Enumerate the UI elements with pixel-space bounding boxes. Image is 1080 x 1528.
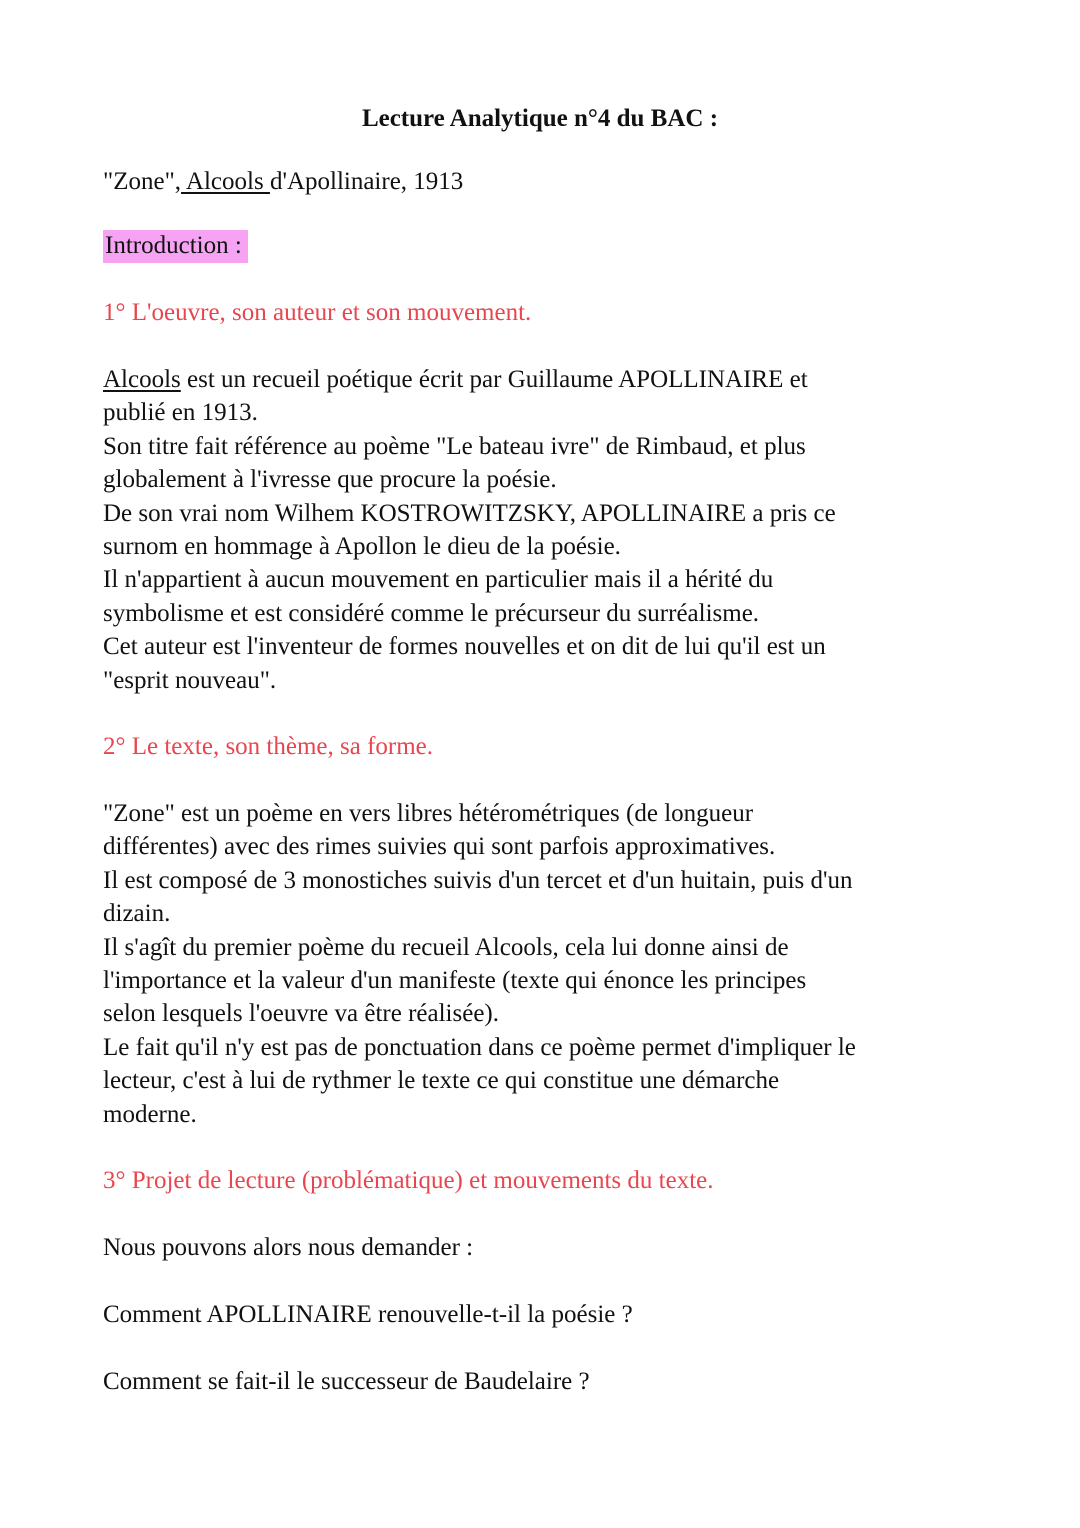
text-line: Il n'appartient à aucun mouvement en particulier mais il a hérité du [103,566,774,594]
work-reference [103,165,983,198]
text-line: Il s'agît du premier poème du recueil Alcools, cela lui donne ainsi de [103,933,789,961]
text-line: symbolisme et est considéré comme le précurseur du surréalisme. [103,599,760,627]
author-year: d'Apollinaire, 1913 [269,168,464,195]
section-2-body [103,797,983,1131]
text-line: "esprit nouveau". [103,666,277,694]
poem-title: "Zone", [103,168,182,195]
text-line: l'importance et la valeur d'un manifeste (texte qui énonce les principes [103,967,807,995]
text-line: publié en 1913. [103,399,258,427]
introduction-highlight: Introduction : [103,230,248,263]
section-3-heading: 3° Projet de lecture (problématique) et mouvements du texte. [103,1167,714,1194]
text-line: différentes) avec des rimes suivies qui sont parfois approximatives. [103,833,776,861]
introduction-label [103,229,983,262]
question-2: Comment se fait-il le successeur de Baudelaire ? [103,1368,590,1395]
text-line: "Zone" est un poème en vers libres hétérométriques (de longueur [103,800,754,827]
section-1-heading: 1° L'oeuvre, son auteur et son mouvement. [103,299,532,326]
text-line: Alcools est un recueil poétique écrit par Guillaume APOLLINAIRE et [103,366,808,393]
text-line: surnom en hommage à Apollon le dieu de la poésie. [103,533,621,561]
collection-title: Alcools [181,168,270,195]
text-line: Le fait qu'il n'y est pas de ponctuation dans ce poème permet d'impliquer le [103,1033,856,1061]
text-line: Il est composé de 3 monostiches suivis d'un tercet et d'un huitain, puis d'un [103,866,853,894]
section-2-heading: 2° Le texte, son thème, sa forme. [103,733,434,760]
question-1: Comment APOLLINAIRE renouvelle-t-il la poésie ? [103,1301,633,1328]
text-line: lecteur, c'est à lui de rythmer le texte ce qui constitue une démarche [103,1067,780,1095]
text-line: De son vrai nom Wilhem KOSTROWITZSKY, APOLLINAIRE a pris ce [103,499,836,527]
alcools-title: Alcools [103,366,181,393]
text-line: Cet auteur est l'inventeur de formes nouvelles et on dit de lui qu'il est un [103,633,826,661]
text-line: dizain. [103,900,171,928]
section-1-body [103,363,983,697]
question-intro: Nous pouvons alors nous demander : [103,1234,474,1261]
text-line: selon lesquels l'oeuvre va être réalisée). [103,1000,499,1028]
text-line: globalement à l'ivresse que procure la poésie. [103,466,557,494]
page-title: Lecture Analytique n°4 du BAC : [361,105,719,132]
text-line: moderne. [103,1100,197,1128]
text-line: Son titre fait référence au poème "Le bateau ivre" de Rimbaud, et plus [103,432,806,460]
